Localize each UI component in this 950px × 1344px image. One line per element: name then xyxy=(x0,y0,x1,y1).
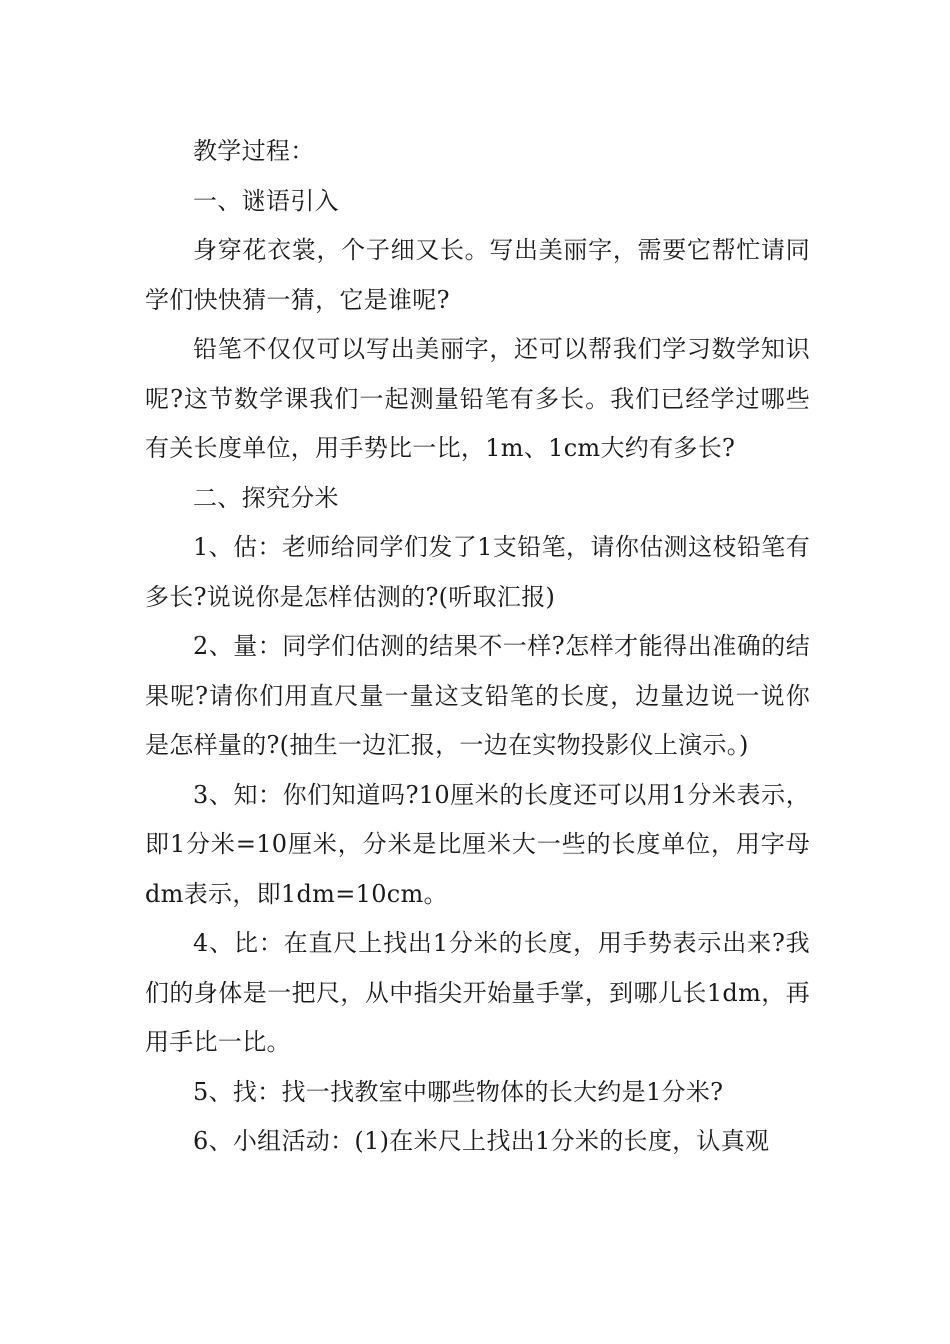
section-heading-decimeter: 二、探究分米 xyxy=(193,483,339,512)
paragraph-step-estimate: 1、估：老师给同学们发了1支铅笔，请你估测这枝铅笔有多长?说说你是怎样估测的?(听取汇报) xyxy=(145,533,810,611)
paragraph-step-measure: 2、量：同学们估测的结果不一样?怎样才能得出准确的结果呢?请你们用直尺量一量这支铅笔的长度，边量边说一说你是怎样量的?(抽生一边汇报，一边在实物投影仪上演示。) xyxy=(145,632,810,759)
paragraph-step-group-activity: 6、小组活动：(1)在米尺上找出1分米的长度，认真观 xyxy=(193,1127,770,1155)
paragraph-step-know: 3、知：你们知道吗?10厘米的长度还可以用1分米表示，即1分米=10厘米，分米是比厘米大一些的长度单位，用字母dm表示，即1dm=10cm。 xyxy=(145,780,810,908)
section-heading-riddle: 一、谜语引入 xyxy=(193,186,339,215)
section-label-process: 教学过程： xyxy=(193,137,315,165)
paragraph-step-find: 5、找：找一找教室中哪些物体的长大约是1分米? xyxy=(193,1077,724,1106)
document-body xyxy=(145,127,810,1167)
paragraph-pencil-intro: 铅笔不仅仅可以写出美丽字，还可以帮我们学习数学知识呢?这节数学课我们一起测量铅笔有多长。我们已经学过哪些有关长度单位，用手势比一比，1m、1cm大约有多长? xyxy=(145,335,810,462)
paragraph-riddle: 身穿花衣裳，个子细又长。写出美丽字，需要它帮忙请同学们快快猜一猜，它是谁呢? xyxy=(145,236,810,314)
paragraph-step-compare: 4、比：在直尺上找出1分米的长度，用手势表示出来?我们的身体是一把尺，从中指尖开始量手掌，到哪儿长1dm，再用手比一比。 xyxy=(145,929,810,1056)
